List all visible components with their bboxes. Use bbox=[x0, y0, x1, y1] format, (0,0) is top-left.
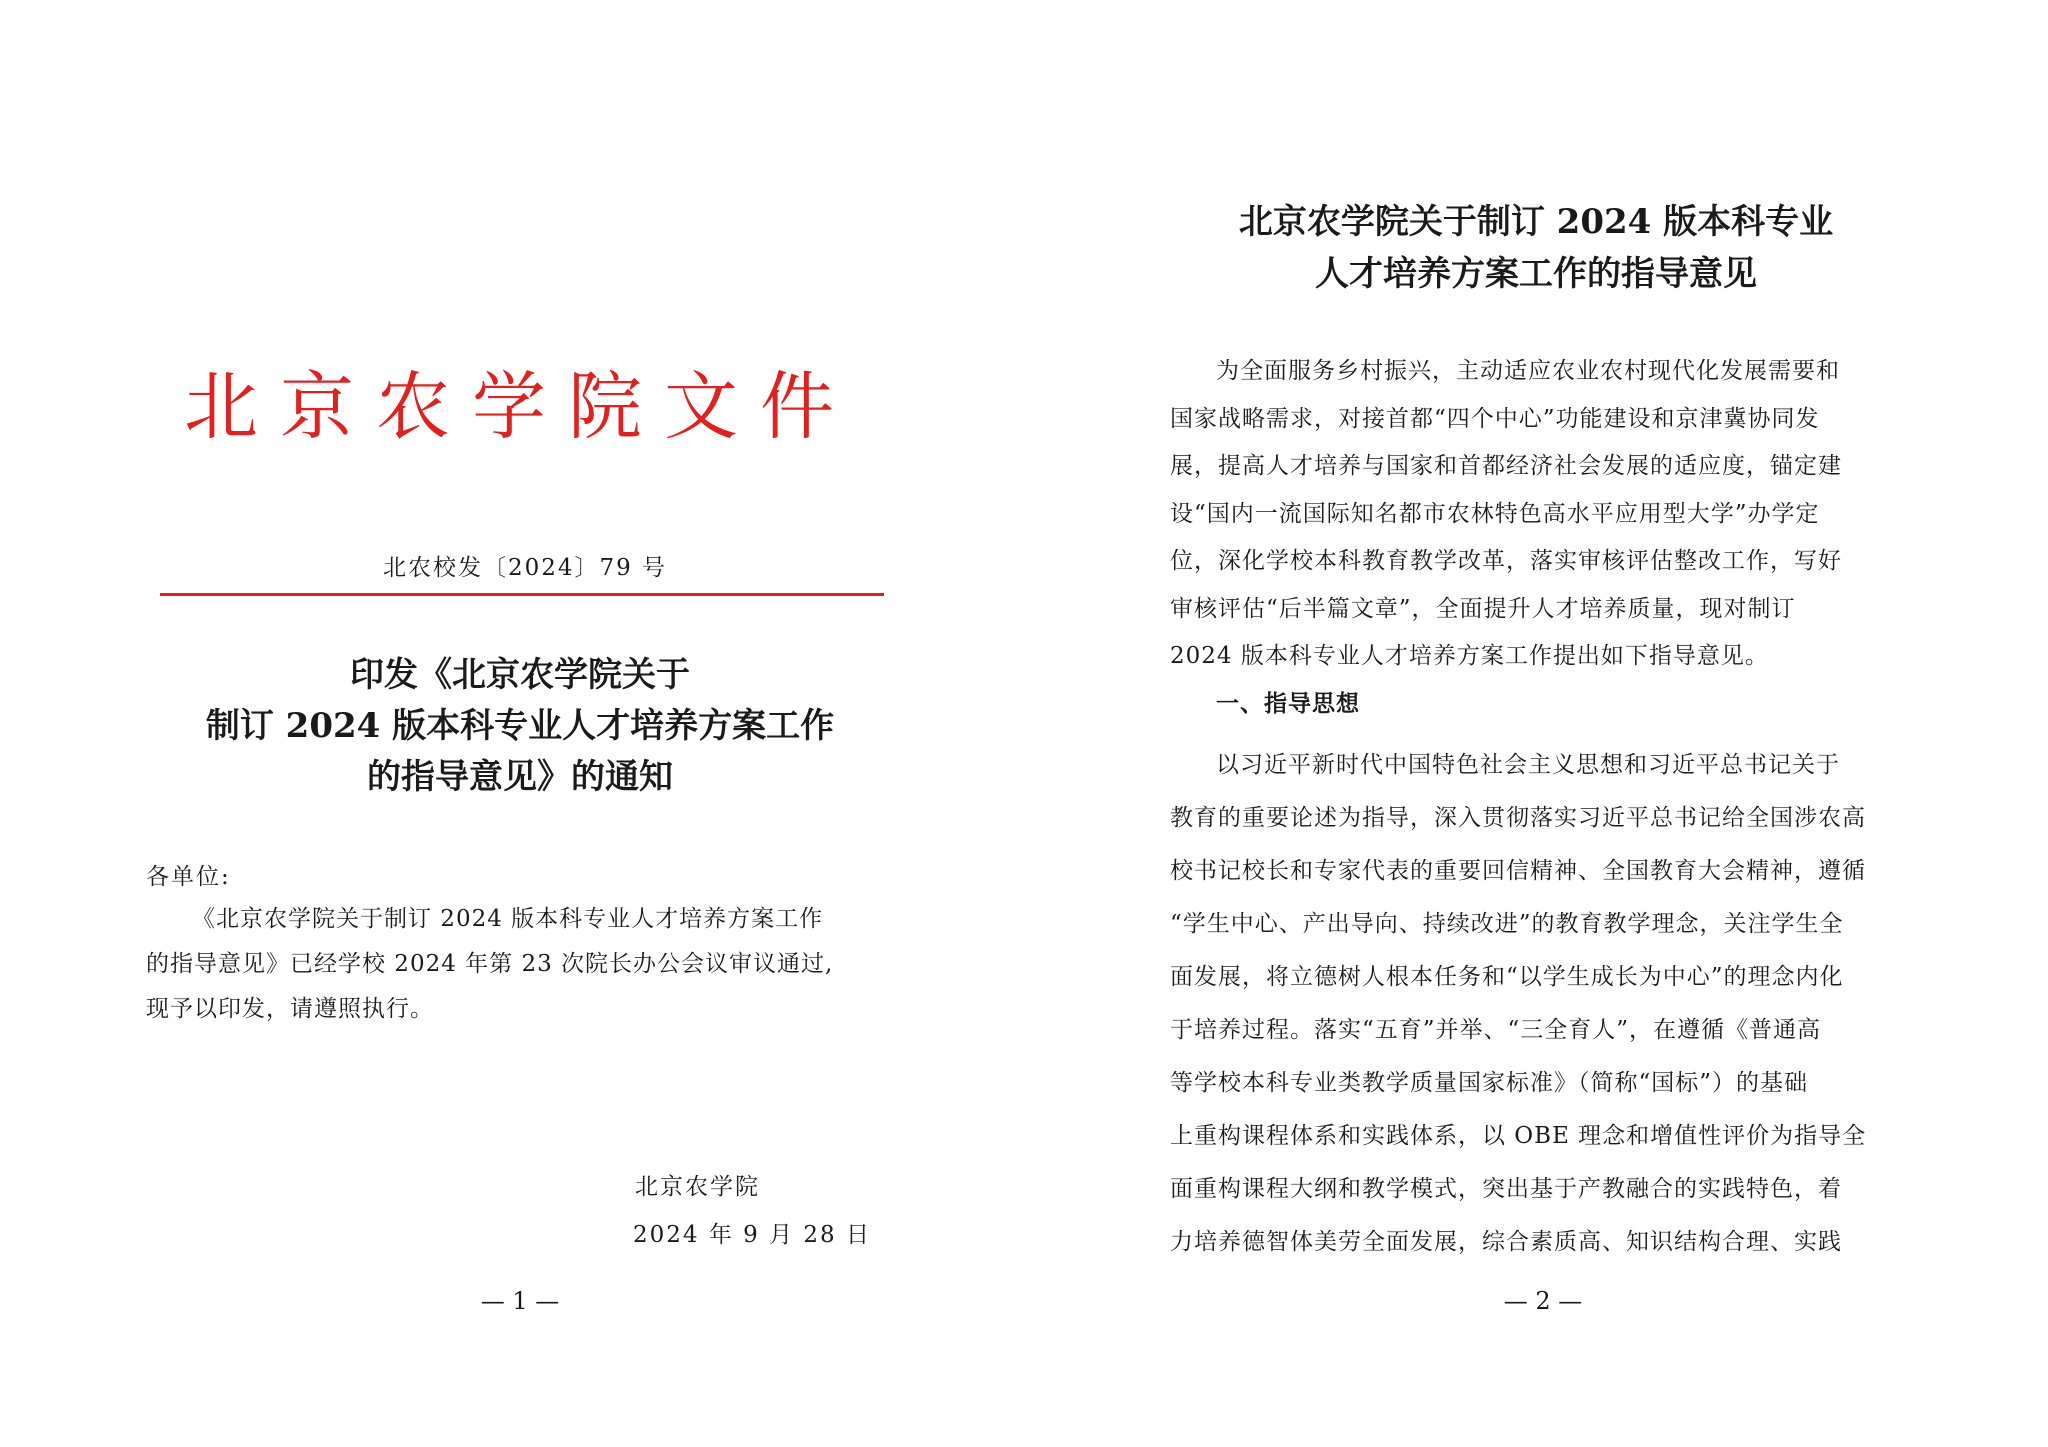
section-line: 以习近平新时代中国特色社会主义思想和习近平总书记关于 bbox=[1216, 752, 1840, 778]
intro-line: 国家战略需求，对接首都“四个中心”功能建设和京津冀协同发 bbox=[1170, 405, 1820, 432]
intro-line: 2024 版本科专业人才培养方案工作提出如下指导意见。 bbox=[1170, 643, 1769, 669]
intro-line: 为全面服务乡村振兴，主动适应农业农村现代化发展需要和 bbox=[1216, 358, 1840, 384]
signature-org: 北京农学院 bbox=[635, 1174, 760, 1200]
section-line: 教育的重要论述为指导，深入贯彻落实习近平总书记给全国涉农高 bbox=[1170, 805, 1866, 831]
body-line: 的指导意见》已经学校 2024 年第 23 次院长办公会议审议通过, bbox=[146, 951, 834, 977]
page-right bbox=[1024, 0, 2048, 1447]
section-line: 于培养过程。落实“五育”并举、“三全育人”，在遵循《普通高 bbox=[1170, 1017, 1822, 1043]
section-heading: 一、指导思想 bbox=[1216, 690, 1360, 717]
page-number: — 2 — bbox=[1503, 1287, 1583, 1315]
salutation: 各单位: bbox=[146, 864, 231, 890]
notice-title-line: 制订 2024 版本科专业人才培养方案工作 bbox=[205, 706, 835, 746]
section-line: 面重构课程大纲和教学模式，突出基于产教融合的实践特色，着 bbox=[1170, 1176, 1842, 1202]
intro-paragraph bbox=[1170, 348, 1922, 728]
red-divider bbox=[160, 593, 884, 596]
notice-title-line: 印发《北京农学院关于 bbox=[350, 655, 690, 695]
notice-title bbox=[130, 650, 910, 803]
intro-line: 位，深化学校本科教育教学改革，落实审核评估整改工作，写好 bbox=[1170, 548, 1842, 574]
intro-line: 展，提高人才培养与国家和首都经济社会发展的适应度，锚定建 bbox=[1170, 453, 1842, 479]
document-number: 北农校发〔2024〕79 号 bbox=[382, 555, 668, 581]
intro-line: 审核评估“后半篇文章”，全面提升人才培养质量，现对制订 bbox=[1170, 595, 1796, 622]
notice-title-line: 的指导意见》的通知 bbox=[367, 757, 673, 797]
body-line: 现予以印发，请遵照执行。 bbox=[146, 996, 434, 1022]
opinion-title bbox=[1024, 196, 2048, 300]
section-paragraph bbox=[1170, 739, 1922, 1269]
section-line: 等学校本科专业类教学质量国家标准》（简称“国标”）的基础 bbox=[1170, 1070, 1809, 1096]
section-line: 校书记校长和专家代表的重要回信精神、全国教育大会精神，遵循 bbox=[1170, 858, 1866, 884]
opinion-title-line: 人才培养方案工作的指导意见 bbox=[1315, 254, 1757, 294]
section-line: 上重构课程体系和实践体系，以 OBE 理念和增值性评价为指导全 bbox=[1170, 1123, 1867, 1149]
red-heading: 北京农学院文件 bbox=[184, 364, 856, 450]
intro-line: 设“国内一流国际知名都市农林特色高水平应用型大学”办学定 bbox=[1170, 500, 1820, 527]
signature-date: 2024 年 9 月 28 日 bbox=[633, 1222, 871, 1248]
section-line: “学生中心、产出导向、持续改进”的教育教学理念，关注学生全 bbox=[1170, 911, 1844, 937]
page-number: — 1 — bbox=[480, 1287, 560, 1315]
section-line: 面发展，将立德树人根本任务和“以学生成长为中心”的理念内化 bbox=[1170, 964, 1844, 990]
section-line: 力培养德智体美劳全面发展，综合素质高、知识结构合理、实践 bbox=[1170, 1229, 1842, 1255]
notice-body bbox=[146, 897, 894, 1032]
opinion-title-line: 北京农学院关于制订 2024 版本科专业 bbox=[1238, 202, 1834, 242]
body-line: 《北京农学院关于制订 2024 版本科专业人才培养方案工作 bbox=[192, 906, 824, 932]
